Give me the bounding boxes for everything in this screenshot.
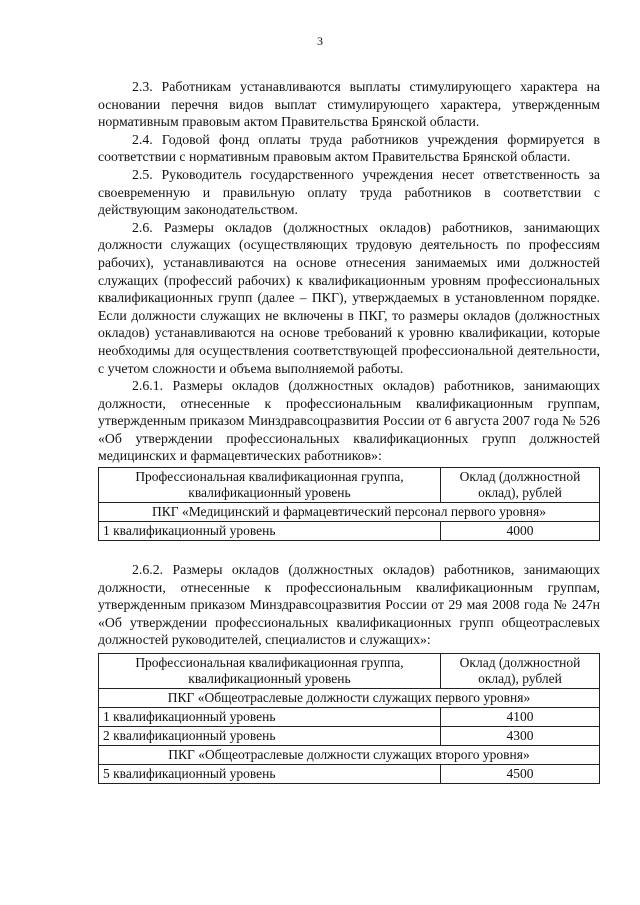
- table-group-row: [99, 689, 600, 708]
- table-row: [99, 727, 600, 746]
- salary-cell: 4500: [441, 765, 600, 784]
- salary-table-medical: [98, 467, 600, 541]
- paragraph-2-6: 2.6. Размеры окладов (должностных окладов) работников, занимающих должности служащих (осуществляющих трудовую деятельность по профессиям рабочих), устанавливаются на основе отнесения занимаемых ими должностей служащих (профессий рабочих) к квалификационным уровням профессиональных квалификационных групп (далее – ПКГ), утверждаемых в установленном порядке. Если должности служащих не включены в ПКГ, то размеры окладов (должностных окладов) устанавливаются на основе требований к уровню квалификации, которые необходимы для осуществления соответствующей профессиональной деятельности, с учетом сложности и объема выполняемой работы.: [98, 219, 600, 376]
- header-salary: Оклад (должностной оклад), рублей: [441, 468, 600, 503]
- header-group: Профессиональная квалификационная группа, квалификационный уровень: [99, 654, 441, 689]
- level-cell: 2 квалификационный уровень: [99, 727, 441, 746]
- table-row: [99, 765, 600, 784]
- paragraph-2-6-2: 2.6.2. Размеры окладов (должностных окладов) работников, занимающих должности, отнесенные к профессиональным квалификационным группам, утвержденным приказом Минздравсоцразвития России от 29 мая 2008 года № 247н «Об утверждении профессиональных квалификационных групп общеотраслевых должностей руководителей, специалистов и служащих»:: [98, 562, 600, 648]
- group-title: ПКГ «Общеотраслевые должности служащих второго уровня»: [99, 746, 600, 765]
- salary-cell: 4300: [441, 727, 600, 746]
- paragraph-2-3: 2.3. Работникам устанавливаются выплаты стимулирующего характера на основании перечня видов выплат стимулирующего характера, утвержденным нормативным правовым актом Правительства Брянской области.: [98, 79, 600, 130]
- salary-cell: 4100: [441, 708, 600, 727]
- group-title: ПКГ «Медицинский и фармацевтический персонал первого уровня»: [99, 503, 600, 522]
- paragraph-2-5: 2.5. Руководитель государственного учреждения несет ответственность за своевременную и правильную оплату труда работников в соответствии с действующим законодательством.: [98, 166, 600, 218]
- paragraph-2-4: 2.4. Годовой фонд оплаты труда работников учреждения формируется в соответствии с нормативным правовым актом Правительства Брянской области.: [98, 131, 600, 165]
- document-body: [98, 78, 600, 784]
- table-row: [99, 708, 600, 727]
- table-header-row: [99, 654, 600, 689]
- salary-cell: 4000: [441, 522, 600, 541]
- level-cell: 5 квалификационный уровень: [99, 765, 441, 784]
- table-row: [99, 522, 600, 541]
- table-group-row: [99, 503, 600, 522]
- paragraph-2-6-1: 2.6.1. Размеры окладов (должностных окладов) работников, занимающих должности, отнесенные к профессиональным квалификационным группам, утвержденным приказом Минздравсоцразвития России от 6 августа 2007 года № 526 «Об утверждении профессиональных квалификационных групп должностей медицинских и фармацевтических работников»:: [98, 378, 600, 464]
- salary-table-general: [98, 653, 600, 784]
- table-header-row: [99, 468, 600, 503]
- header-group: Профессиональная квалификационная группа, квалификационный уровень: [99, 468, 441, 503]
- level-cell: 1 квалификационный уровень: [99, 708, 441, 727]
- page-number: 3: [317, 34, 323, 48]
- header-salary: Оклад (должностной оклад), рублей: [441, 654, 600, 689]
- table-group-row: [99, 746, 600, 765]
- group-title: ПКГ «Общеотраслевые должности служащих первого уровня»: [99, 689, 600, 708]
- level-cell: 1 квалификационный уровень: [99, 522, 441, 541]
